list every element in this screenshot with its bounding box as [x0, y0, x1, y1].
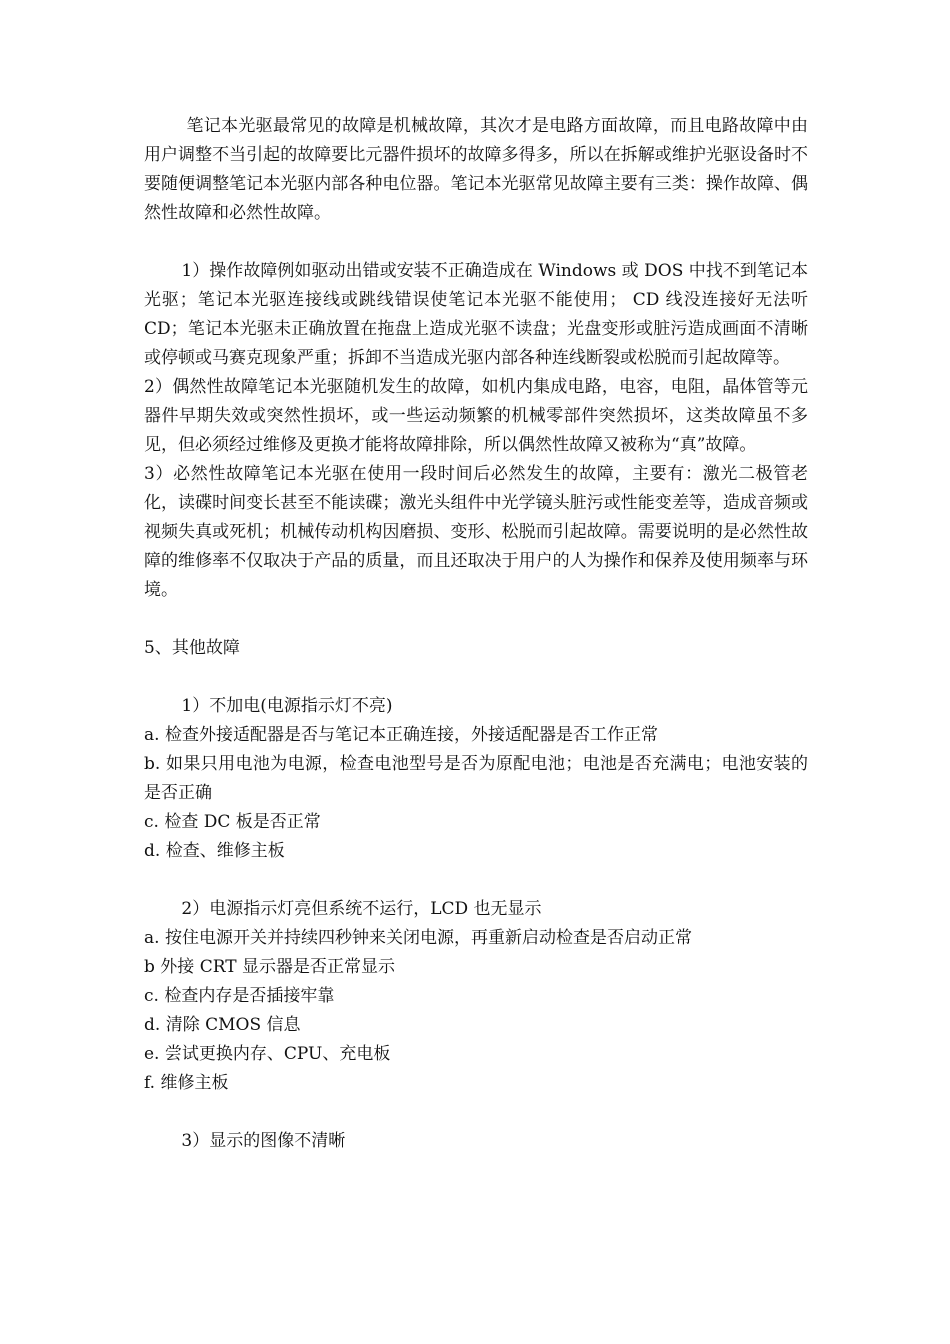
list-item: b. 如果只用电池为电源，检查电池型号是否为原配电池；电池是否充满电；电池安装的是否正确	[144, 754, 808, 803]
list-item: a. 检查外接适配器是否与笔记本正确连接，外接适配器是否工作正常	[144, 725, 658, 745]
list-item: e. 尝试更换内存、CPU、充电板	[144, 1044, 391, 1064]
list-item: d. 清除 CMOS 信息	[144, 1015, 301, 1035]
operation-fault-paragraph: 1）操作故障例如驱动出错或安装不正确造成在 Windows 或 DOS 中找不到笔记本光驱；笔记本光驱连接线或跳线错误使笔记本光驱不能使用； CD 线没连接好无法听 CD；笔记本光驱未正确放置在拖盘上造成光驱不读盘；光盘变形或脏污造成画面不清晰或停顿或马赛克现象严重；拆卸不当造成光驱内部各种连线断裂或松脱而引起故障等。	[144, 261, 808, 368]
intro-paragraph: 笔记本光驱最常见的故障是机械故障，其次才是电路方面故障，而且电路故障中由用户调整不当引起的故障要比元器件损坏的故障多得多，所以在拆解或维护光驱设备时不要随便调整笔记本光驱内部各种电位器。笔记本光驱常见故障主要有三类：操作故障、偶然性故障和必然性故障。	[144, 116, 808, 223]
list-item: c. 检查内存是否插接牢靠	[144, 986, 335, 1006]
spacer	[144, 605, 808, 634]
spacer	[144, 866, 808, 895]
random-fault-paragraph: 2）偶然性故障笔记本光驱随机发生的故障，如机内集成电路，电容，电阻，晶体管等元器件早期失效或突然性损坏，或一些运动频繁的机械零部件突然损坏，这类故障虽不多见，但必须经过维修及更换才能将故障排除，所以偶然性故障又被称为“真”故障。	[144, 377, 808, 455]
list-item: c. 检查 DC 板是否正常	[144, 812, 321, 832]
list-item: f. 维修主板	[144, 1073, 229, 1093]
list-item: d. 检查、维修主板	[144, 841, 285, 861]
spacer	[144, 228, 808, 257]
no-power-title: 1）不加电(电源指示灯不亮)	[181, 696, 393, 716]
list-item: b 外接 CRT 显示器是否正常显示	[144, 957, 395, 977]
blurry-title: 3）显示的图像不清晰	[181, 1131, 346, 1151]
list-item: a. 按住电源开关并持续四秒钟来关闭电源，再重新启动检查是否启动正常	[144, 928, 692, 948]
document-page	[144, 112, 808, 1156]
spacer	[144, 663, 808, 692]
inevitable-fault-paragraph: 3）必然性故障笔记本光驱在使用一段时间后必然发生的故障，主要有：激光二极管老化，读碟时间变长甚至不能读碟；激光头组件中光学镜头脏污或性能变差等，造成音频或视频失真或死机；机械传动机构因磨损、变形、松脱而引起故障。需要说明的是必然性故障的维修率不仅取决于产品的质量，而且还取决于用户的人为操作和保养及使用频率与环境。	[144, 464, 808, 600]
section-heading: 5、其他故障	[144, 638, 240, 658]
spacer	[144, 1098, 808, 1127]
no-run-title: 2）电源指示灯亮但系统不运行，LCD 也无显示	[181, 899, 542, 919]
